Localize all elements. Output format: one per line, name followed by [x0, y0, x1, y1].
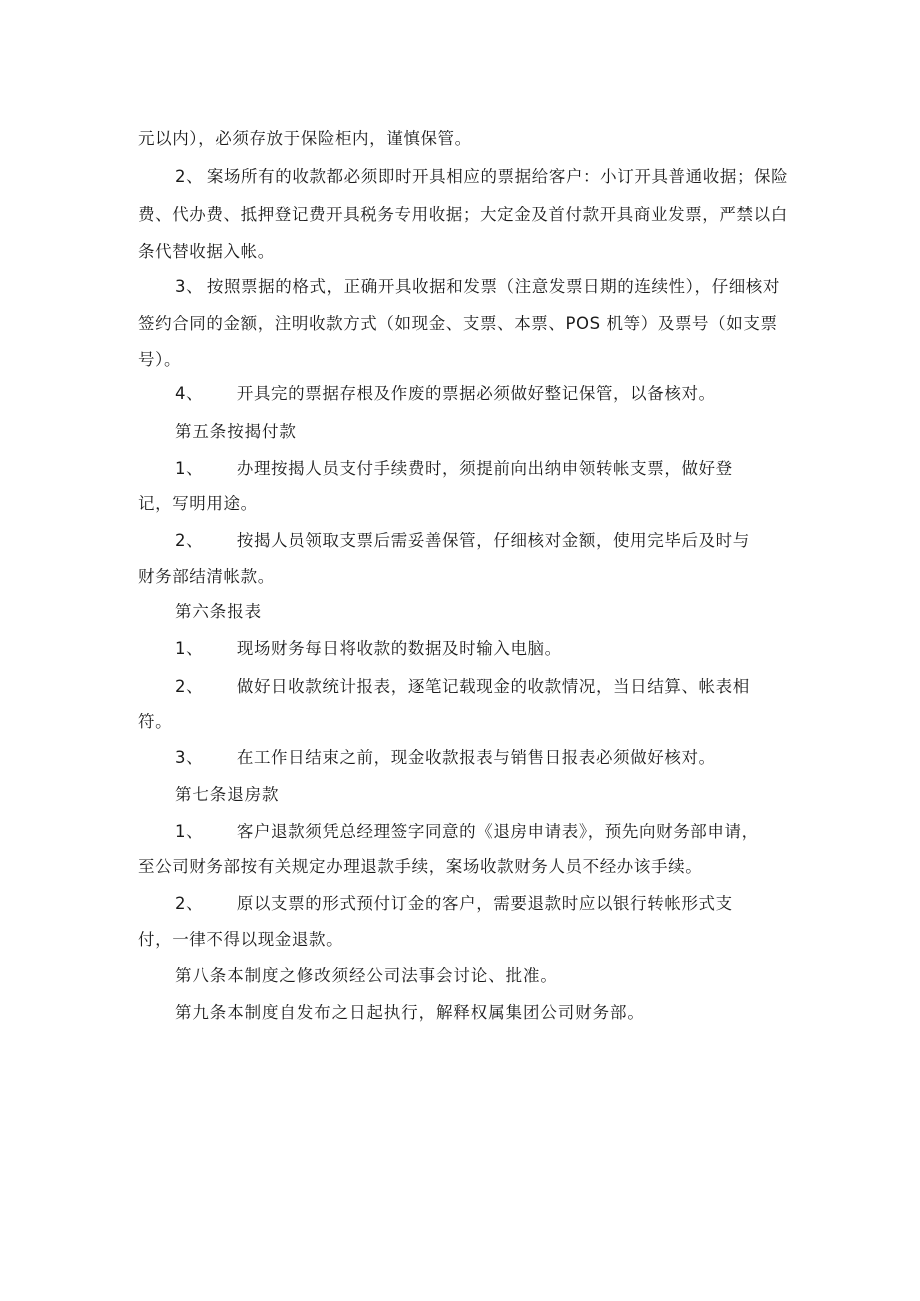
item-number: 1、: [175, 822, 204, 841]
item-continuation: 财务部结清帐款。: [138, 567, 275, 586]
list-item: [175, 458, 733, 480]
item-number: 3、: [175, 277, 204, 296]
item-continuation: 条代替收据入帐。: [138, 242, 275, 261]
item-continuation: 付，一律不得以现金退款。: [138, 930, 344, 949]
item-text: 做好日收款统计报表，逐笔记载现金的收款情况，当日结算、帐表相: [236, 677, 750, 696]
item-continuation: 号）。: [138, 350, 182, 369]
item-number: 2、: [175, 894, 204, 913]
section-heading: 第五条按揭付款: [175, 422, 297, 441]
item-text: 原以支票的形式预付订金的客户，需要退款时应以银行转帐形式支: [236, 894, 733, 913]
list-item: [175, 747, 716, 769]
item-text: 客户退款须凭总经理签字同意的《退房申请表》，预先向财务部申请，: [236, 822, 759, 841]
section-heading: 第九条本制度自发布之日起执行，解释权属集团公司财务部。: [175, 1003, 645, 1022]
list-item: [175, 530, 750, 552]
item-text: 在工作日结束之前，现金收款报表与销售日报表必须做好核对。: [236, 748, 716, 767]
item-number: 2、: [175, 531, 204, 550]
item-text: 办理按揭人员支付手续费时，须提前向出纳申领转帐支票，做好登: [236, 459, 733, 478]
item-number: 3、: [175, 748, 204, 767]
item-number: 1、: [175, 459, 204, 478]
section-heading: 第七条退房款: [175, 785, 280, 804]
item-number: 1、: [175, 639, 204, 658]
item-text: 开具完的票据存根及作废的票据必须做好整记保管，以备核对。: [236, 384, 716, 403]
list-item: [175, 166, 788, 188]
item-number: 2、: [175, 167, 204, 186]
section-heading: 第六条报表: [175, 602, 262, 621]
item-continuation: 符。: [138, 712, 173, 731]
section-heading: 第八条本制度之修改须经公司法事会讨论、批准。: [175, 966, 558, 985]
list-item: [175, 276, 780, 298]
item-number: 4、: [175, 384, 204, 403]
item-text: 案场所有的收款都必须即时开具相应的票据给客户：小订开具普通收据；保险: [206, 167, 789, 186]
item-continuation: 费、代办费、抵押登记费开具税务专用收据；大定金及首付款开具商业发票，严禁以白: [138, 205, 788, 224]
item-text: 按照票据的格式，正确开具收据和发票（注意发票日期的连续性），仔细核对: [206, 277, 781, 296]
list-item: [175, 638, 562, 660]
item-number: 2、: [175, 677, 204, 696]
item-continuation: 签约合同的金额，注明收款方式（如现金、支票、本票、POS 机等）及票号（如支票: [138, 314, 778, 333]
item-text: 按揭人员领取支票后需妥善保管，仔细核对金额，使用完毕后及时与: [236, 531, 750, 550]
item-continuation: 记，写明用途。: [138, 494, 258, 513]
list-item: [175, 893, 733, 915]
list-item: [175, 383, 716, 405]
item-continuation: 至公司财务部按有关规定办理退款手续，案场收款财务人员不经办该手续。: [138, 857, 703, 876]
item-text: 现场财务每日将收款的数据及时输入电脑。: [236, 639, 562, 658]
list-item: [175, 676, 750, 698]
list-item: [175, 821, 759, 843]
continuation-line: 元以内），必须存放于保险柜内，谨慎保管。: [138, 129, 472, 148]
